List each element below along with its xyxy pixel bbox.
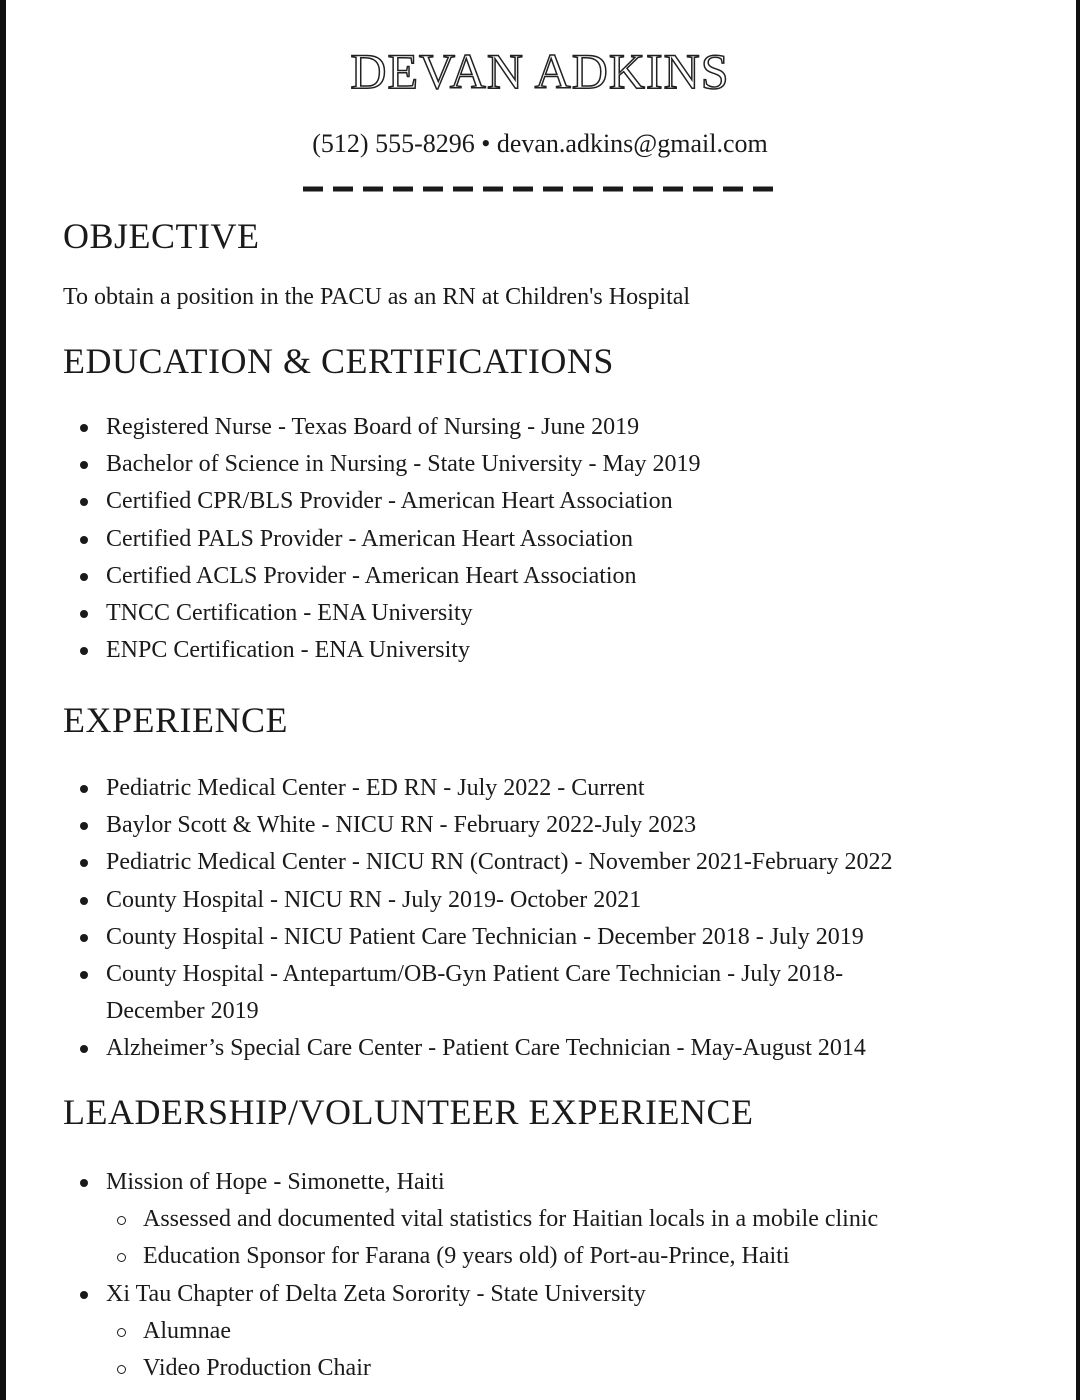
bullet-icon	[80, 1179, 88, 1187]
leadership-heading: LEADERSHIP/VOLUNTEER EXPERIENCE	[63, 1092, 754, 1132]
list-item: Mission of Hope - Simonette, Haiti	[63, 1164, 878, 1201]
list-item: County Hospital - NICU Patient Care Technician - December 2018 - July 2019	[63, 919, 926, 956]
experience-heading: EXPERIENCE	[63, 700, 288, 740]
bullet-icon	[80, 785, 88, 793]
list-item: Certified PALS Provider - American Heart Association	[63, 521, 701, 558]
bullet-icon	[80, 461, 88, 469]
bullet-icon	[80, 822, 88, 830]
page-edge-left	[0, 0, 6, 1400]
list-item: Xi Tau Chapter of Delta Zeta Sorority - State University	[63, 1276, 878, 1313]
list-item: Baylor Scott & White - NICU RN - February 2022-July 2023	[63, 807, 926, 844]
page-edge-right	[1076, 0, 1080, 1400]
objective-text: To obtain a position in the PACU as an RN at Children's Hospital	[63, 284, 691, 310]
resume-name: DEVAN ADKINS	[350, 43, 730, 99]
list-item: Certified CPR/BLS Provider - American Heart Association	[63, 483, 701, 520]
leadership-list	[63, 1164, 878, 1387]
dashed-divider	[301, 182, 781, 196]
sub-list-item: Video Production Chair	[63, 1350, 878, 1387]
list-item: County Hospital - NICU RN - July 2019- October 2021	[63, 882, 926, 919]
sub-list-item: Education Sponsor for Farana (9 years old) of Port-au-Prince, Haiti	[63, 1238, 878, 1275]
bullet-icon	[80, 498, 88, 506]
bullet-icon	[80, 536, 88, 544]
bullet-icon	[80, 610, 88, 618]
sub-list-item: Alumnae	[63, 1313, 878, 1350]
bullet-icon	[80, 859, 88, 867]
education-heading: EDUCATION & CERTIFICATIONS	[63, 341, 614, 381]
hollow-bullet-icon	[117, 1328, 126, 1337]
list-item: ENPC Certification - ENA University	[63, 632, 701, 669]
bullet-icon	[80, 971, 88, 979]
experience-list	[63, 770, 926, 1068]
list-item: Bachelor of Science in Nursing - State University - May 2019	[63, 446, 701, 483]
bullet-icon	[80, 573, 88, 581]
sub-list-item: Assessed and documented vital statistics for Haitian locals in a mobile clinic	[63, 1201, 878, 1238]
contact-line: (512) 555-8296 • devan.adkins@gmail.com	[312, 129, 768, 158]
list-item: County Hospital - Antepartum/OB-Gyn Patient Care Technician - July 2018- December 2019	[63, 956, 926, 1030]
list-item: TNCC Certification - ENA University	[63, 595, 701, 632]
hollow-bullet-icon	[117, 1253, 126, 1262]
objective-heading: OBJECTIVE	[63, 216, 260, 256]
education-list	[63, 409, 701, 669]
list-item: Alzheimer’s Special Care Center - Patient Care Technician - May-August 2014	[63, 1030, 926, 1067]
bullet-icon	[80, 1045, 88, 1053]
hollow-bullet-icon	[117, 1216, 126, 1225]
bullet-icon	[80, 647, 88, 655]
bullet-icon	[80, 897, 88, 905]
list-item: Certified ACLS Provider - American Heart Association	[63, 558, 701, 595]
list-item: Pediatric Medical Center - NICU RN (Contract) - November 2021-February 2022	[63, 844, 926, 881]
list-item: Registered Nurse - Texas Board of Nursing - June 2019	[63, 409, 701, 446]
bullet-icon	[80, 1291, 88, 1299]
bullet-icon	[80, 424, 88, 432]
bullet-icon	[80, 934, 88, 942]
hollow-bullet-icon	[117, 1365, 126, 1374]
list-item: Pediatric Medical Center - ED RN - July 2022 - Current	[63, 770, 926, 807]
